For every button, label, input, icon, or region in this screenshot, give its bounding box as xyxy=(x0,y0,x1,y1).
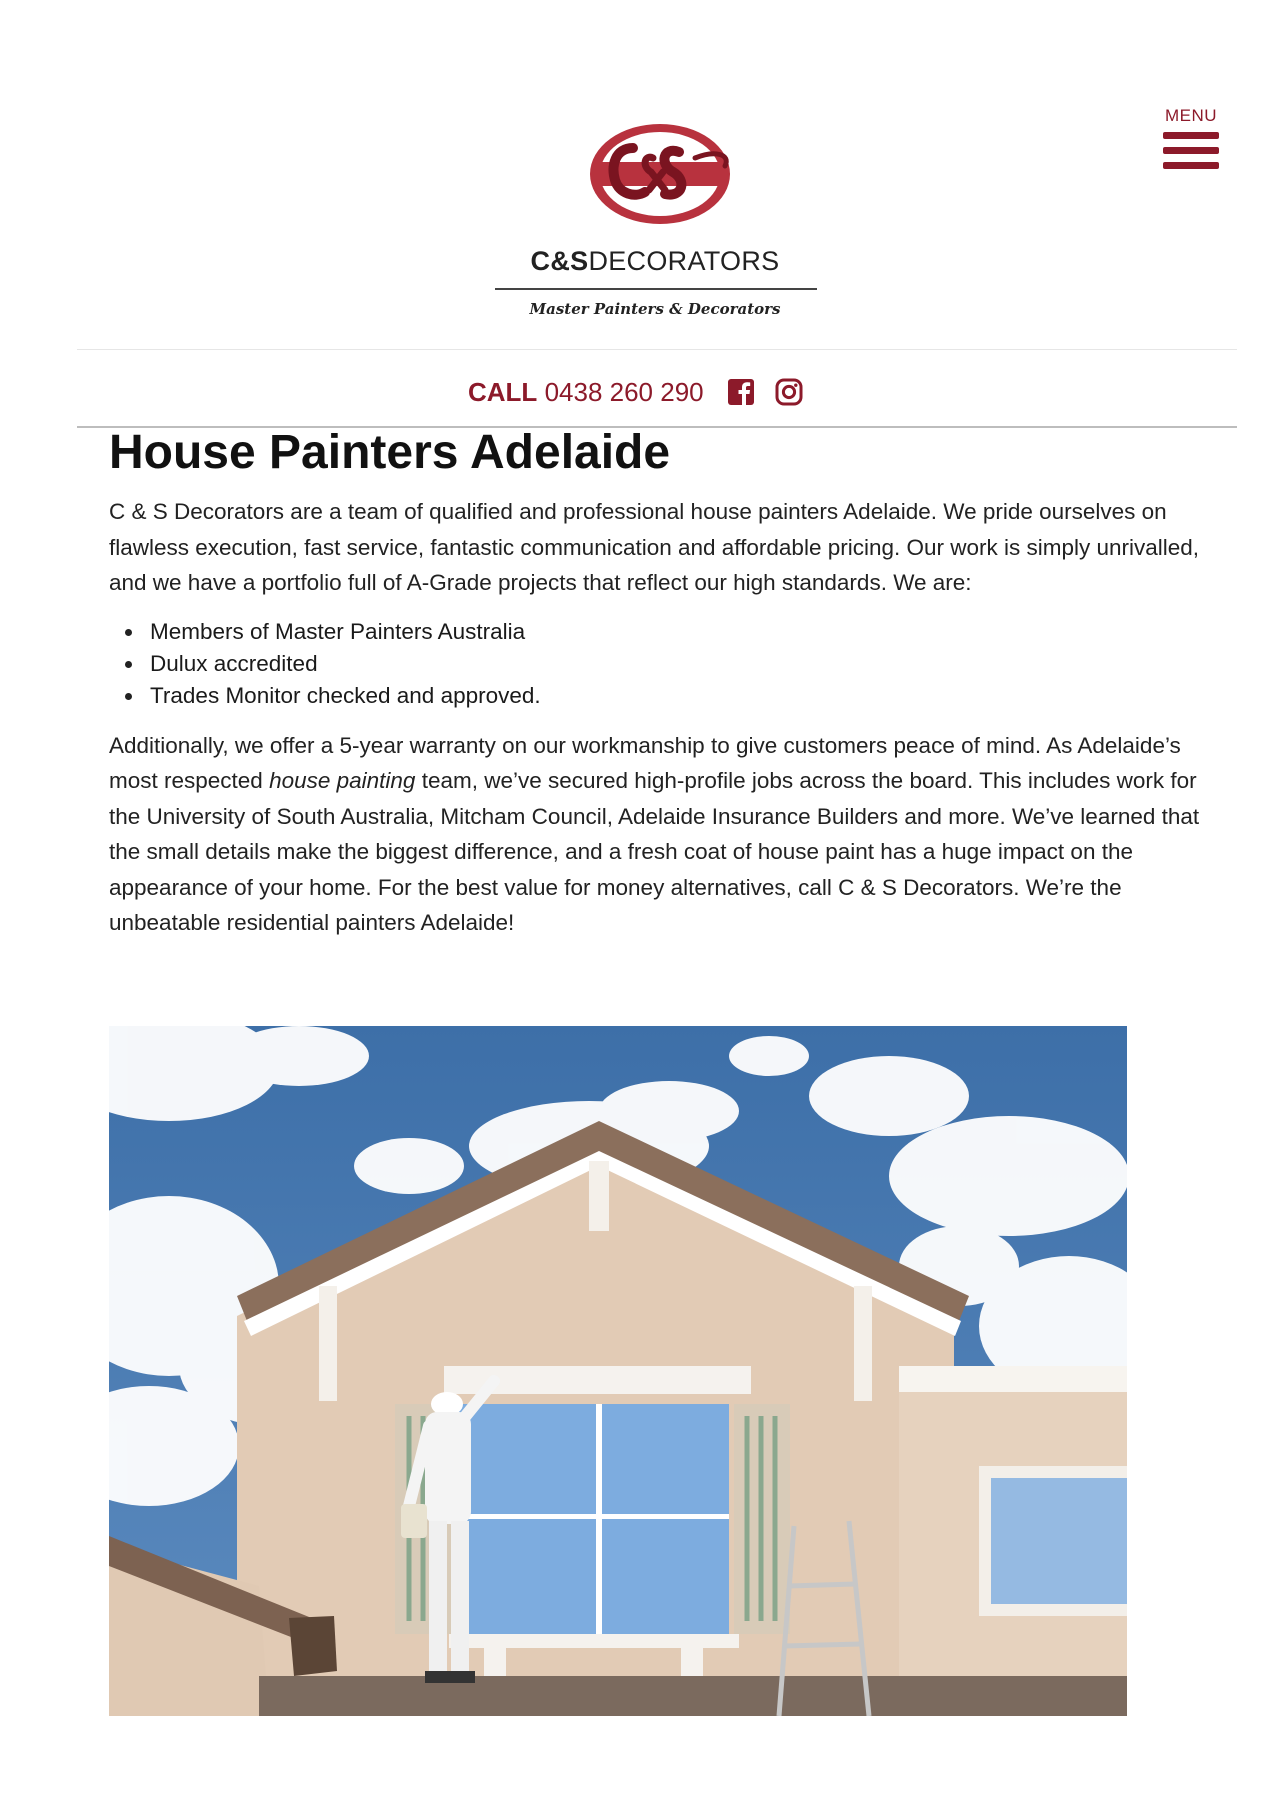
logo-rule xyxy=(495,288,817,290)
accreditation-list xyxy=(150,616,1213,712)
warranty-paragraph xyxy=(109,728,1213,941)
list-item: Members of Master Painters Australia xyxy=(150,616,1213,648)
page-title: House Painters Adelaide xyxy=(109,426,671,479)
menu-label: MENU xyxy=(1164,106,1218,125)
main-content xyxy=(109,424,1213,941)
list-item: Trades Monitor checked and approved. xyxy=(150,680,1213,712)
instagram-icon[interactable] xyxy=(774,377,804,407)
hamburger-icon xyxy=(1162,132,1220,169)
site-logo[interactable] xyxy=(490,118,830,328)
para2-text-end: team, we’ve secured high-profile jobs across the board. This includes work for the University of South Australia, Mitcham Council, Adelaide Insurance Builders and more. We’ve learned that the small details make the biggest difference, and a fresh coat of house paint has a huge impact on the appearance of your home. For the best value for money alternatives, call C & S Decorators. We’re the unbeatable residential painters Adelaide! xyxy=(109,768,1200,935)
house-painting-emphasis: house painting xyxy=(269,768,416,793)
header-divider xyxy=(77,349,1237,350)
facebook-icon[interactable] xyxy=(726,377,756,407)
call-label: CALL xyxy=(468,376,538,407)
list-item: Dulux accredited xyxy=(150,648,1213,680)
logo-emblem-icon xyxy=(575,118,745,228)
call-bar xyxy=(468,372,804,412)
logo-name-rest: DECORATORS xyxy=(588,246,780,276)
intro-paragraph: C & S Decorators are a team of qualified and professional house painters Adelaide. We pride ourselves on flawless execution, fast service, fantastic communication and affordable pricing. Our work is simply unrivalled, and we have a portfolio full of A-Grade projects that reflect our high standards. We are: xyxy=(109,499,1200,595)
house-painter-photo xyxy=(109,1026,1127,1716)
menu-button[interactable] xyxy=(1162,106,1220,169)
para2-text-start: Additionally, we offer a 5-year warranty on our workmanship to give customers peace of mind. As Adelaide’s most respected xyxy=(109,732,1181,793)
logo-tagline: Master Painters & Decorators xyxy=(529,300,781,318)
logo-name-bold: C&S xyxy=(530,246,589,276)
call-link[interactable] xyxy=(468,377,704,408)
phone-number: 0438 260 290 xyxy=(544,376,704,407)
logo-wordmark xyxy=(490,246,820,277)
